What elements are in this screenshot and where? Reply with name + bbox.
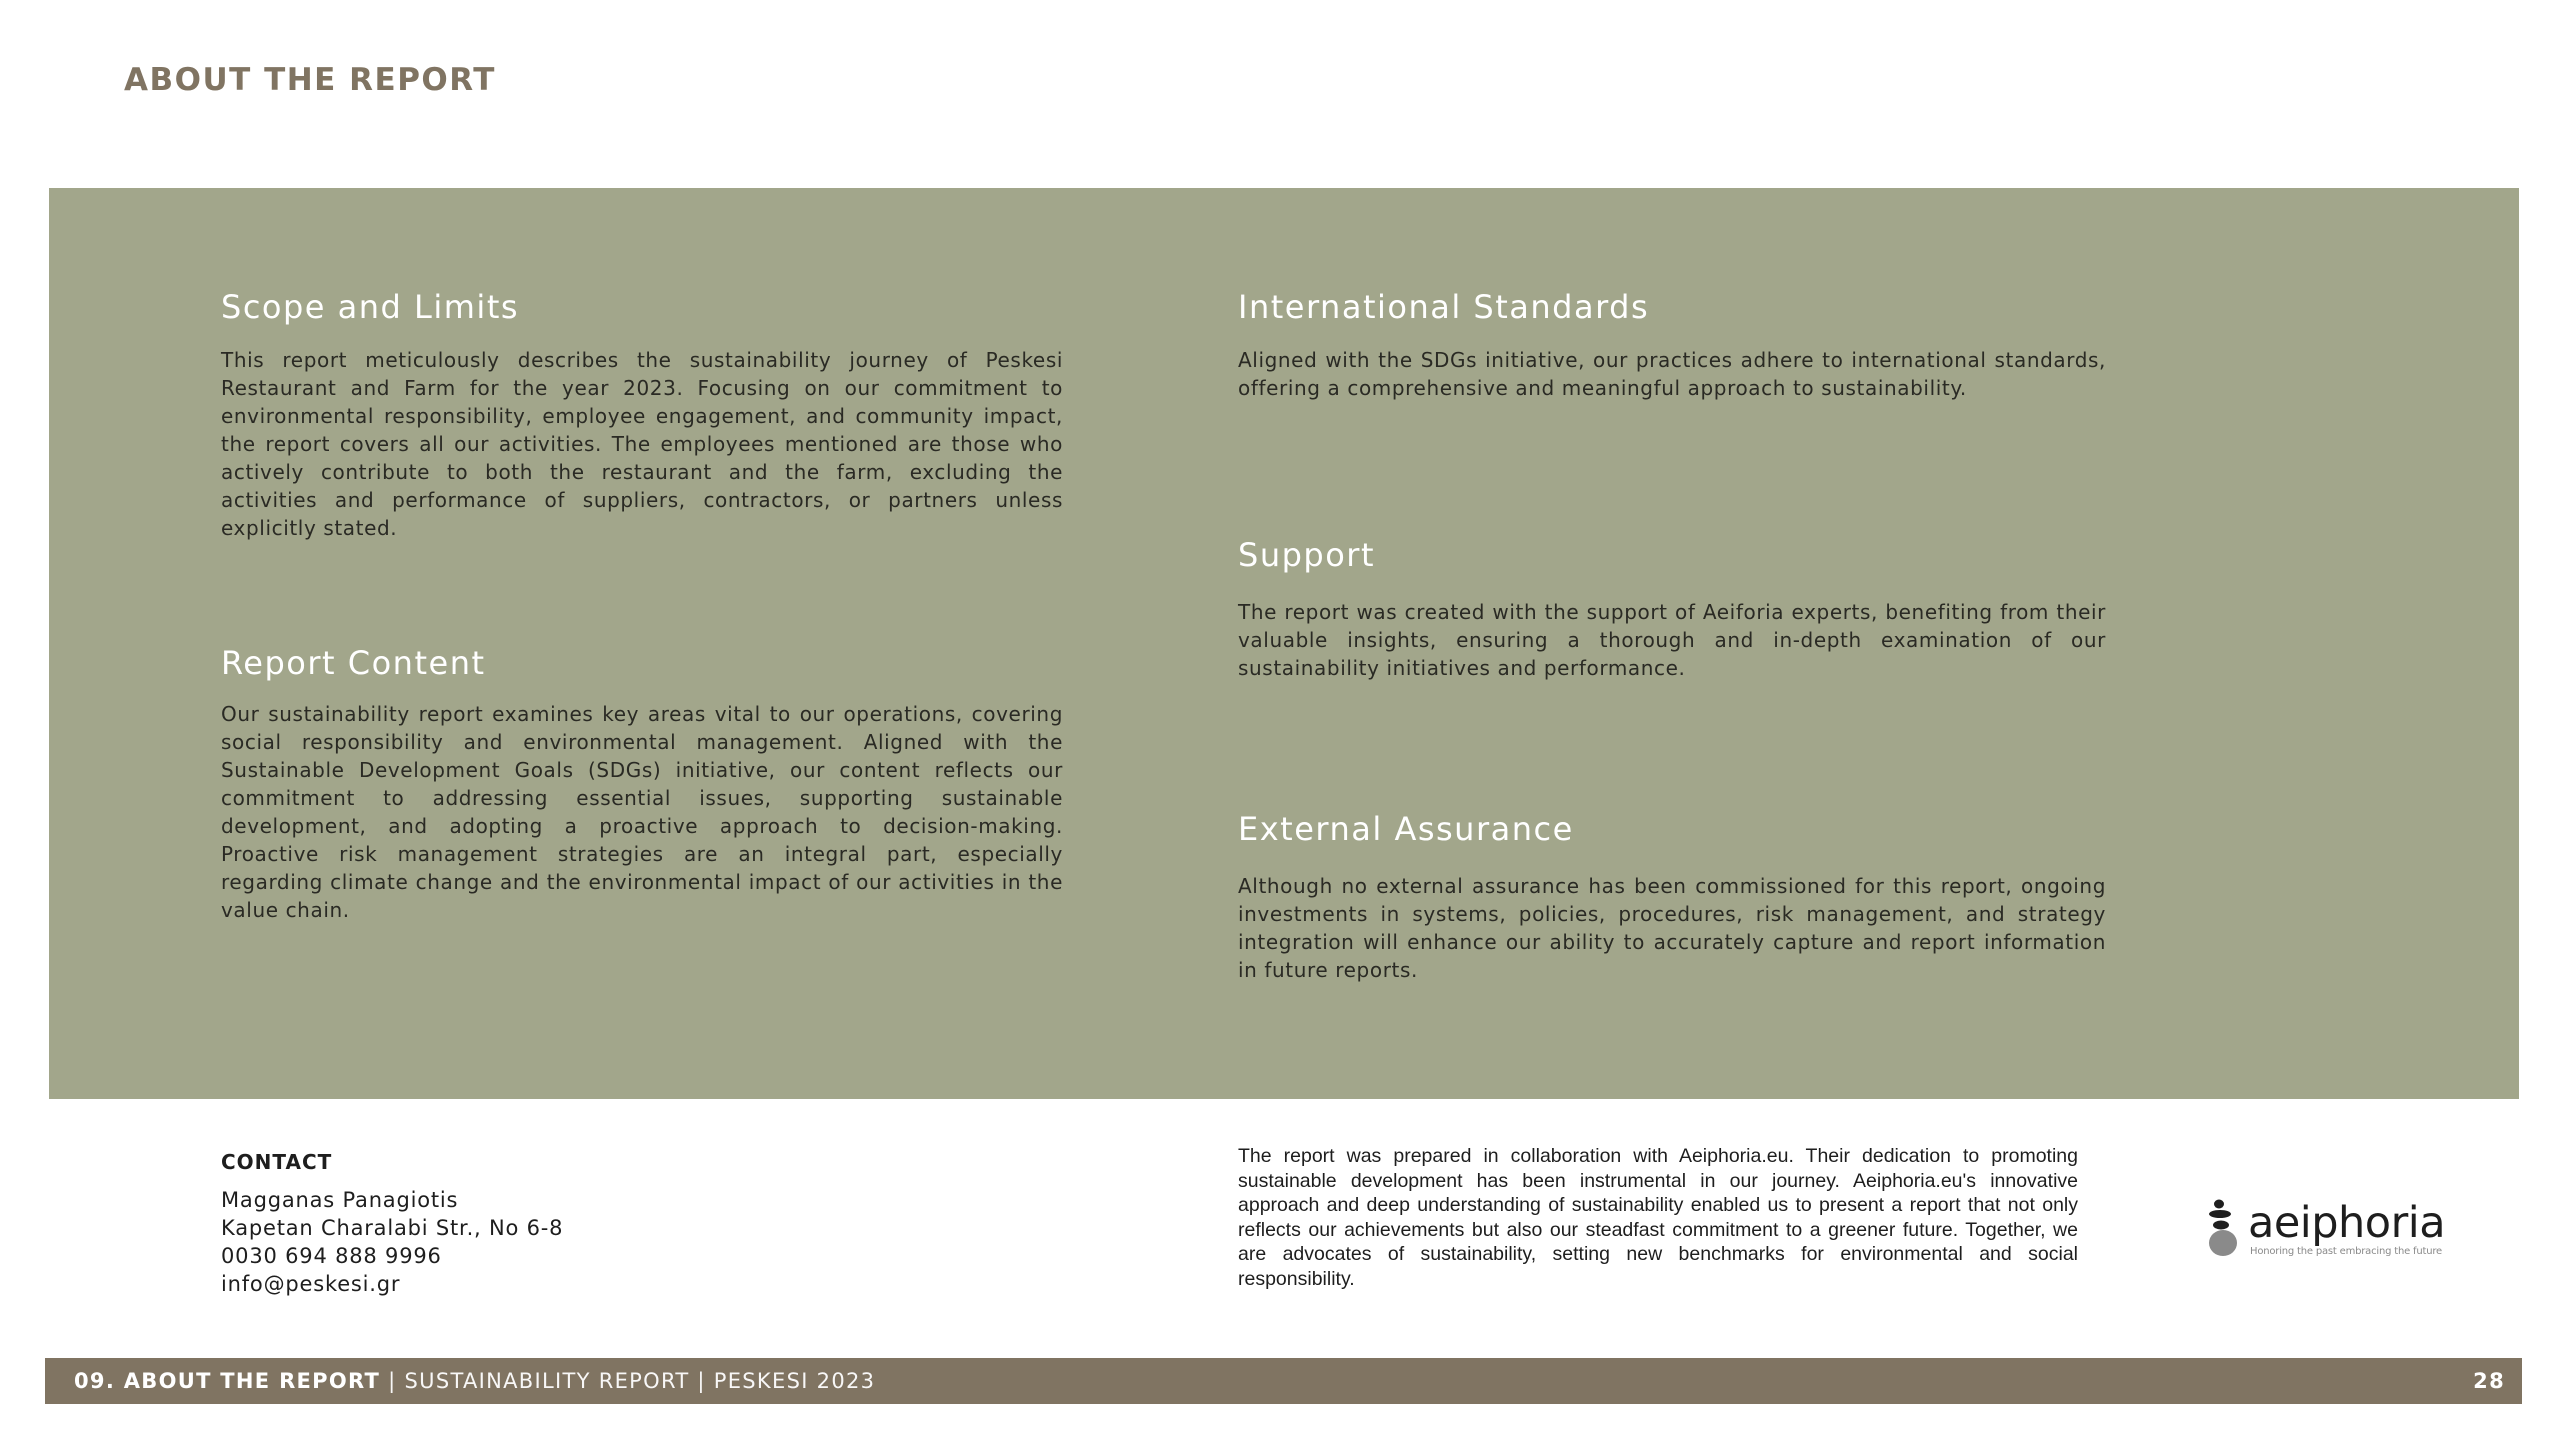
collaboration-note: The report was prepared in collaboration with Aeiphoria.eu. Their dedication to promoting sustainable development has been instrumental in our journey. Aeiphoria.eu's innovative approach and deep understanding of sustainability enabled us to present a report that not only reflects our achievements but also our steadfast commitment to a greener future. Together, we are advocates of sustainability, setting new benchmarks for environmental and social responsibility. xyxy=(1238,1145,2078,1290)
page-title: ABOUT THE REPORT xyxy=(124,62,496,98)
content-panel xyxy=(49,188,2519,1099)
footer-bar xyxy=(45,1358,2522,1404)
section-title: Support xyxy=(1238,536,1375,574)
section-body: Our sustainability report examines key areas vital to our operations, covering social responsibility and environmental management. Aligned with the Sustainable Development Goals (SDGs) initiative, our content reflects our commitment to addressing essential issues, supporting sustainable development, and adopting a proactive approach to decision-making. Proactive risk management strategies are an integral part, especially regarding climate change and the environmental impact of our activities in the value chain. xyxy=(221,702,1063,922)
section-international-standards xyxy=(1238,288,2106,402)
section-title: International Standards xyxy=(1238,288,1650,326)
contact-name: Magganas Panagiotis xyxy=(221,1188,459,1212)
logo-wordmark: aeiphoria xyxy=(2248,1198,2446,1248)
section-body: Although no external assurance has been commissioned for this report, ongoing investments in systems, policies, procedures, risk management, and strategy integration will enhance our ability to accurately capture and report information in future reports. xyxy=(1238,874,2106,982)
footer-section: 09. ABOUT THE REPORT xyxy=(74,1369,381,1393)
footer-report-title: | SUSTAINABILITY REPORT | PESKESI 2023 xyxy=(380,1369,876,1393)
contact-email[interactable]: info@peskesi.gr xyxy=(221,1272,401,1296)
section-body: The report was created with the support of Aeiforia experts, benefiting from their valuable insights, ensuring a thorough and in-depth examination of our sustainability initiatives and performance. xyxy=(1238,600,2106,680)
section-title: Scope and Limits xyxy=(221,288,520,326)
section-support xyxy=(1238,536,2106,682)
section-title: External Assurance xyxy=(1238,810,1574,848)
logo-tagline: Honoring the past embracing the future xyxy=(2250,1246,2442,1257)
section-body: This report meticulously describes the sustainability journey of Peskesi Restaurant and Farm for the year 2023. Focusing on our commitment to environmental responsibility, employee engagement, and community impact, the report covers all our activities. The employees mentioned are those who actively contribute to both the restaurant and the farm, excluding the activities and performance of suppliers, contractors, or partners unless explicitly stated. xyxy=(221,348,1063,540)
section-scope-and-limits xyxy=(221,288,1063,542)
stacked-stones-icon xyxy=(2206,1198,2240,1264)
page-number: 28 xyxy=(2473,1369,2505,1393)
aeiphoria-logo xyxy=(2206,1198,2446,1264)
section-report-content xyxy=(221,644,1063,924)
contact-address: Kapetan Charalabi Str., No 6-8 xyxy=(221,1216,564,1240)
section-title: Report Content xyxy=(221,644,486,682)
section-body: Aligned with the SDGs initiative, our practices adhere to international standards, offering a comprehensive and meaningful approach to sustainability. xyxy=(1238,348,2106,400)
contact-phone: 0030 694 888 9996 xyxy=(221,1244,442,1268)
contact-heading: CONTACT xyxy=(221,1150,333,1174)
section-external-assurance xyxy=(1238,810,2106,984)
contact-block xyxy=(221,1150,563,1298)
footer-label xyxy=(74,1369,875,1393)
